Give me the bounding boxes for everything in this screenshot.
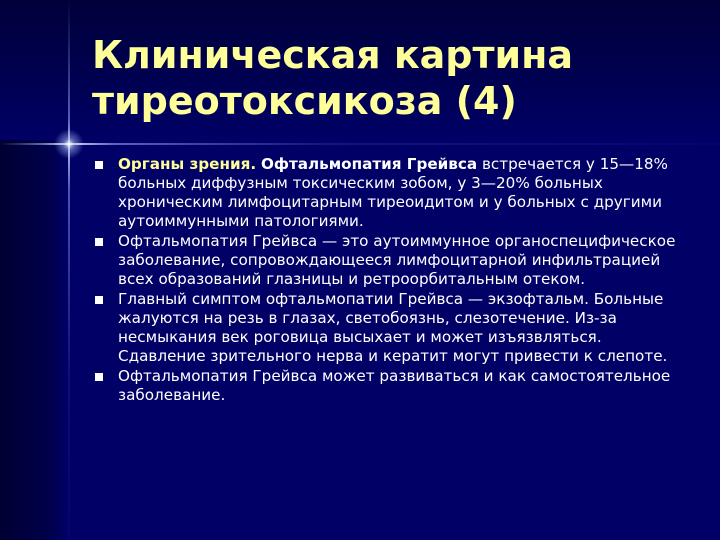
bullet-bold-term: Офтальмопатия Грейвса bbox=[260, 155, 478, 173]
bullet-lead-heading: Органы зрения. bbox=[118, 155, 257, 173]
bullet-item-symptoms bbox=[92, 290, 682, 366]
bullet-text: Офтальмопатия Грейвса может развиваться и как самостоятельное заболевание. bbox=[118, 367, 671, 404]
square-bullet-icon bbox=[95, 296, 103, 304]
square-bullet-icon bbox=[95, 373, 103, 381]
decor-light-flare bbox=[54, 129, 84, 159]
slide-title bbox=[92, 32, 702, 124]
decor-horizontal-line bbox=[0, 143, 720, 145]
bullet-text: Офтальмопатия Грейвса — это аутоиммунное органоспецифическое заболевание, сопровождающееся лимфоцитарной инфильтрацией всех образований глазницы и ретроорбитальным отеком. bbox=[118, 232, 676, 288]
square-bullet-icon bbox=[95, 238, 103, 246]
bullet-list bbox=[92, 155, 682, 406]
bullet-text: встречается у 15—18% больных диффузным токсическим зобом, у 3—20% больных хроническим лимфоцитарным тиреоидитом и у больных с другими аутоиммунными патологиями. bbox=[118, 155, 668, 230]
bullet-text: Главный симптом офтальмопатии Грейвса — экзофтальм. Больные жалуются на резь в глазах, светобоязнь, слезотечение. Из-за несмыкания век роговица высыхает и может изъязвляться. Сдавление зрительного нерва и кератит могут привести к слепоте. bbox=[118, 290, 668, 365]
decor-vertical-line bbox=[68, 0, 70, 540]
slide-title-line-1: Клиническая картина bbox=[92, 33, 574, 77]
bullet-item-independent bbox=[92, 367, 682, 405]
square-bullet-icon bbox=[95, 161, 103, 169]
slide-title-line-2: тиреотоксикоза (4) bbox=[92, 79, 517, 123]
bullet-item-definition bbox=[92, 232, 682, 289]
bullet-item-eyes bbox=[92, 155, 682, 231]
